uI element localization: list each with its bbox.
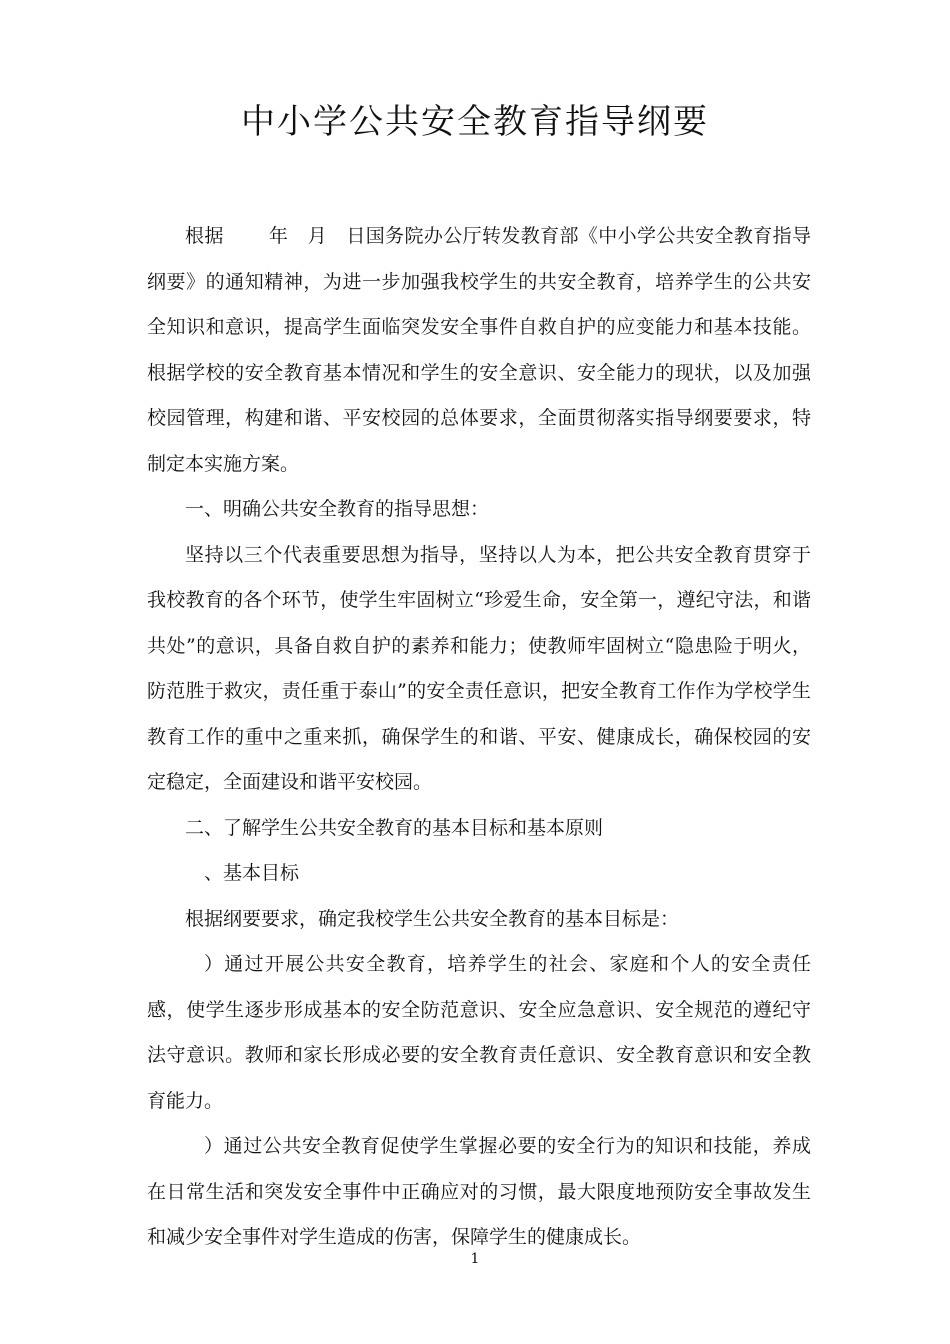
document-title: 中小学公共安全教育指导纲要: [241, 102, 709, 142]
basic-goals-intro-paragraph: 根据纲要要求，确定我校学生公共安全教育的基本目标是：: [185, 907, 680, 930]
intro-paragraph: 根据 年 月 日国务院办公厅转发教育部《中小学公共安全教育指导纲要》的通知精神，为进一步加强我校学生的共安全教育，培养学生的公共安全知识和意识，提高学生面临突发安全事件自救自护的应变能力和基本技能。根据学校的安全教育基本情况和学生的安全意识、安全能力的现状，以及加强校园管理，构建和谐、平安校园的总体要求，全面贯彻落实指导纲要要求，特制定本实施方案。: [147, 225, 811, 475]
goal-item-2: ）通过公共安全教育促使学生掌握必要的安全行为的知识和技能，养成在日常生活和突发安全事件中正确应对的习惯，最大限度地预防安全事故发生和减少安全事件对学生造成的伤害，保障学生的健康成长。: [147, 1135, 811, 1248]
subheading-basic-goals: 、基本目标: [204, 862, 300, 884]
document-body: [147, 214, 811, 1261]
page-number: 1: [470, 1251, 480, 1267]
section-heading-guiding-ideology: 一、明确公共安全教育的指导思想：: [185, 498, 490, 520]
section-heading-goals-principles: 二、了解学生公共安全教育的基本目标和基本原则: [185, 816, 604, 839]
goal-item-1: ）通过开展公共安全教育，培养学生的社会、家庭和个人的安全责任感，使学生逐步形成基本的安全防范意识、安全应急意识、安全规范的遵纪守法守意识。教师和家长形成必要的安全教育责任意识、安全教育意识和安全教育能力。: [147, 953, 811, 1112]
guiding-ideology-paragraph: 坚持以三个代表重要思想为指导，坚持以人为本，把公共安全教育贯穿于我校教育的各个环节，使学生牢固树立“珍爱生命，安全第一，遵纪守法，和谐共处”的意识，具备自救自护的素养和能力；使教师牢固树立“隐患险于明火，防范胜于救灾，责任重于泰山”的安全责任意识，把安全教育工作作为学校学生教育工作的重中之重来抓，确保学生的和谐、平安、健康成长，确保校园的安定稳定，全面建设和谐平安校园。: [147, 543, 811, 793]
